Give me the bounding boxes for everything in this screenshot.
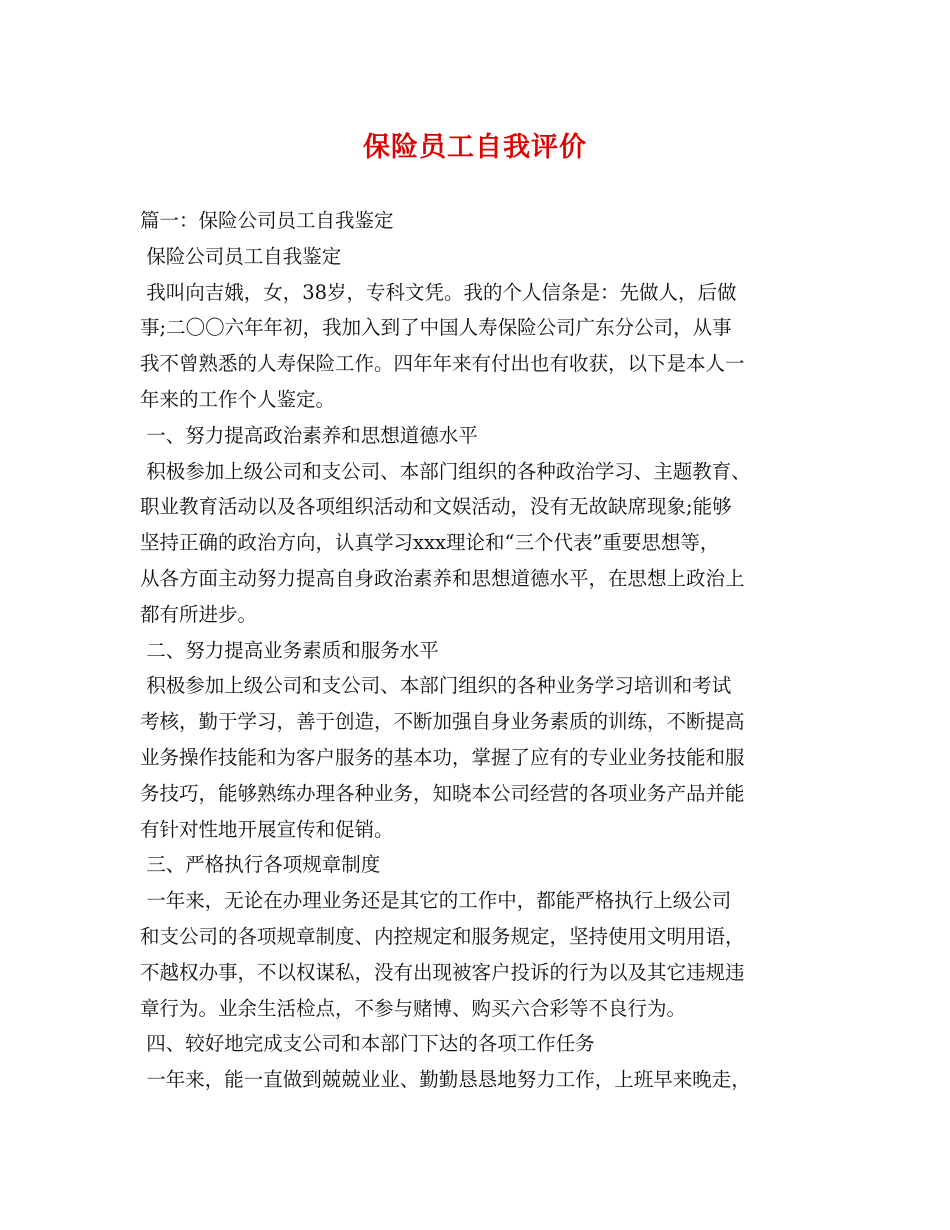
text-line: 职业教育活动以及各项组织活动和文娱活动，没有无故缺席现象;能够 <box>140 495 732 519</box>
text-line: 二、努力提高业务素质和服务水平 <box>140 638 439 662</box>
text-line: 坚持正确的政治方向，认真学习xxx理论和“三个代表”重要思想等， <box>140 531 720 555</box>
text-line: 一年来，能一直做到兢兢业业、勤勤恳恳地努力工作，上班早来晚走， <box>140 1068 751 1092</box>
text-line: 我不曾熟悉的人寿保险工作。四年年来有付出也有收获，以下是本人一 <box>140 352 745 376</box>
document-title: 保险员工自我评价 <box>363 132 587 163</box>
text-line: 四、较好地完成支公司和本部门下达的各项工作任务 <box>140 1032 595 1056</box>
document-body <box>140 203 830 1098</box>
text-line: 三、严格执行各项规章制度 <box>140 853 381 877</box>
text-line: 一年来，无论在办理业务还是其它的工作中，都能严格执行上级公司 <box>140 889 732 913</box>
text-line: 年来的工作个人鉴定。 <box>140 387 336 411</box>
text-line: 积极参加上级公司和支公司、本部门组织的各种政治学习、主题教育、 <box>140 459 751 483</box>
text-line: 考核，勤于学习，善于创造，不断加强自身业务素质的训练，不断提高 <box>140 710 745 734</box>
text-line: 不越权办事，不以权谋私，没有出现被客户投诉的行为以及其它违规违 <box>140 960 745 984</box>
text-line: 篇一：保险公司员工自我鉴定 <box>140 209 394 232</box>
text-line: 事;二〇〇六年年初，我加入到了中国人寿保险公司广东分公司，从事 <box>140 316 732 340</box>
text-line: 业务操作技能和为客户服务的基本功，掌握了应有的专业业务技能和服 <box>140 745 745 769</box>
text-line: 一、努力提高政治素养和思想道德水平 <box>140 423 478 447</box>
text-line: 我叫向吉娥，女，38岁，专科文凭。我的个人信条是：先做人，后做 <box>140 280 737 304</box>
text-line: 和支公司的各项规章制度、内控规定和服务规定，坚持使用文明用语， <box>140 924 745 948</box>
text-line: 积极参加上级公司和支公司、本部门组织的各种业务学习培训和考试 <box>140 674 732 698</box>
text-line: 务技巧，能够熟练办理各种业务，知晓本公司经营的各项业务产品并能 <box>140 781 745 805</box>
text-line: 都有所进步。 <box>140 602 258 626</box>
text-line: 章行为。业余生活检点，不参与赌博、购买六合彩等不良行为。 <box>140 996 687 1020</box>
text-line: 从各方面主动努力提高自身政治素养和思想道德水平，在思想上政治上 <box>140 566 745 590</box>
text-line: 保险公司员工自我鉴定 <box>140 244 342 268</box>
text-line: 有针对性地开展宣传和促销。 <box>140 817 394 841</box>
